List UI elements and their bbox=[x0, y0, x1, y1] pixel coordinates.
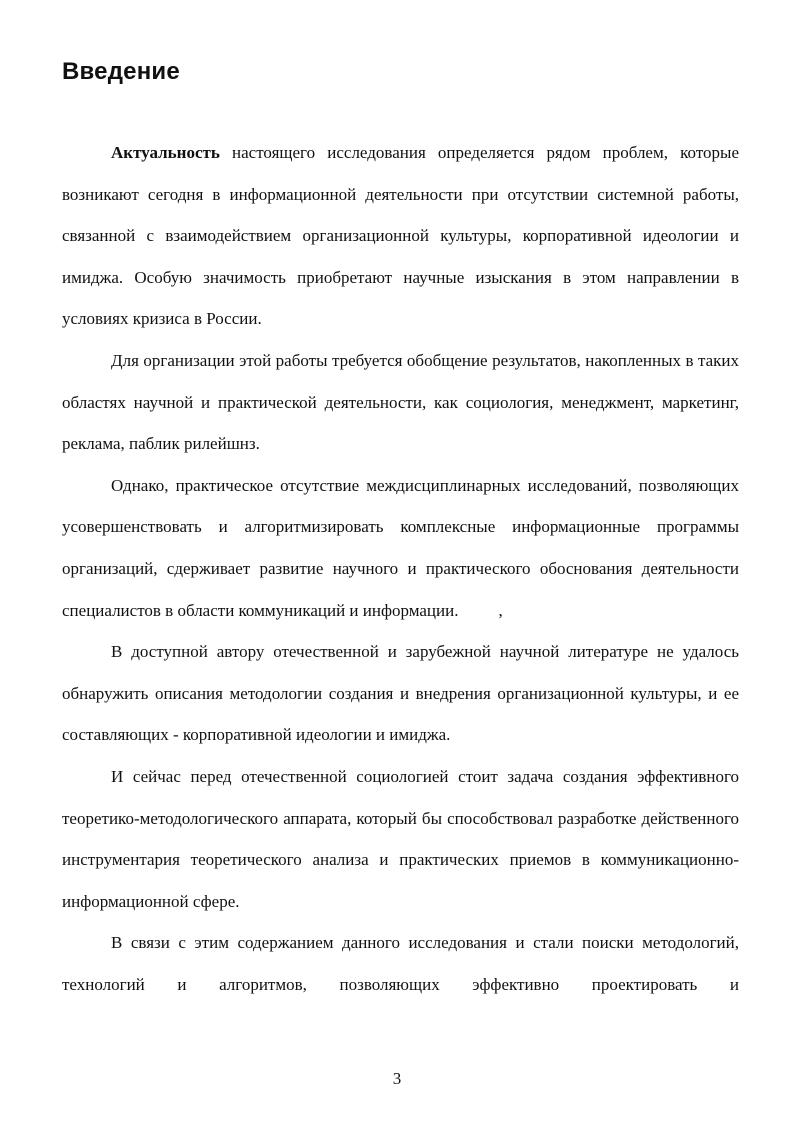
section-heading: Введение bbox=[62, 58, 180, 85]
stray-mark: , bbox=[498, 600, 503, 620]
page-number: 3 bbox=[392, 1069, 402, 1088]
paragraph-task: И сейчас перед отечественной социологией стоит задача создания эффективного теоретико-методологического аппарата, который бы способствовал разработке действенного инструментария теоретического анализа и практических приемов в коммуникационно-информационной сфере. bbox=[62, 766, 739, 911]
lead-term: Актуальность bbox=[111, 143, 220, 162]
paragraph-literature: В доступной автору отечественной и зарубежной научной литературе не удалось обнаружить описания методологии создания и внедрения организационной культуры, и ее составляющих - корпоративной идеологии и имиджа. bbox=[62, 642, 739, 745]
paragraph-text: настоящего исследования определяется рядом проблем, которые возникают сегодня в информационной деятельности при отсутствии системной работы, связанной с взаимодействием организационной культуры, корпоративной идеологии и имиджа. Особую значимость приобретают научные изыскания в этом направлении в условиях кризиса в России. bbox=[62, 143, 739, 329]
body-text bbox=[62, 132, 739, 1005]
paragraph-content: В связи с этим содержанием данного исследования и стали поиски методологий, технологий и алгоритмов, позволяющих эффективно проектировать и bbox=[62, 933, 739, 994]
paragraph-gap bbox=[62, 465, 739, 631]
paragraph-text: Однако, практическое отсутствие междисциплинарных исследований, позволяющих усовершенствовать и алгоритмизировать комплексные информационные программы организаций, сдерживает развитие научного и практического обоснования деятельности специалистов в области коммуникаций и информации. bbox=[62, 475, 739, 620]
paragraph-relevance bbox=[62, 132, 739, 340]
paragraph-fields: Для организации этой работы требуется обобщение результатов, накопленных в таких областях научной и практической деятельности, как социология, менеджмент, маркетинг, реклама, паблик рилейшнз. bbox=[62, 350, 739, 454]
